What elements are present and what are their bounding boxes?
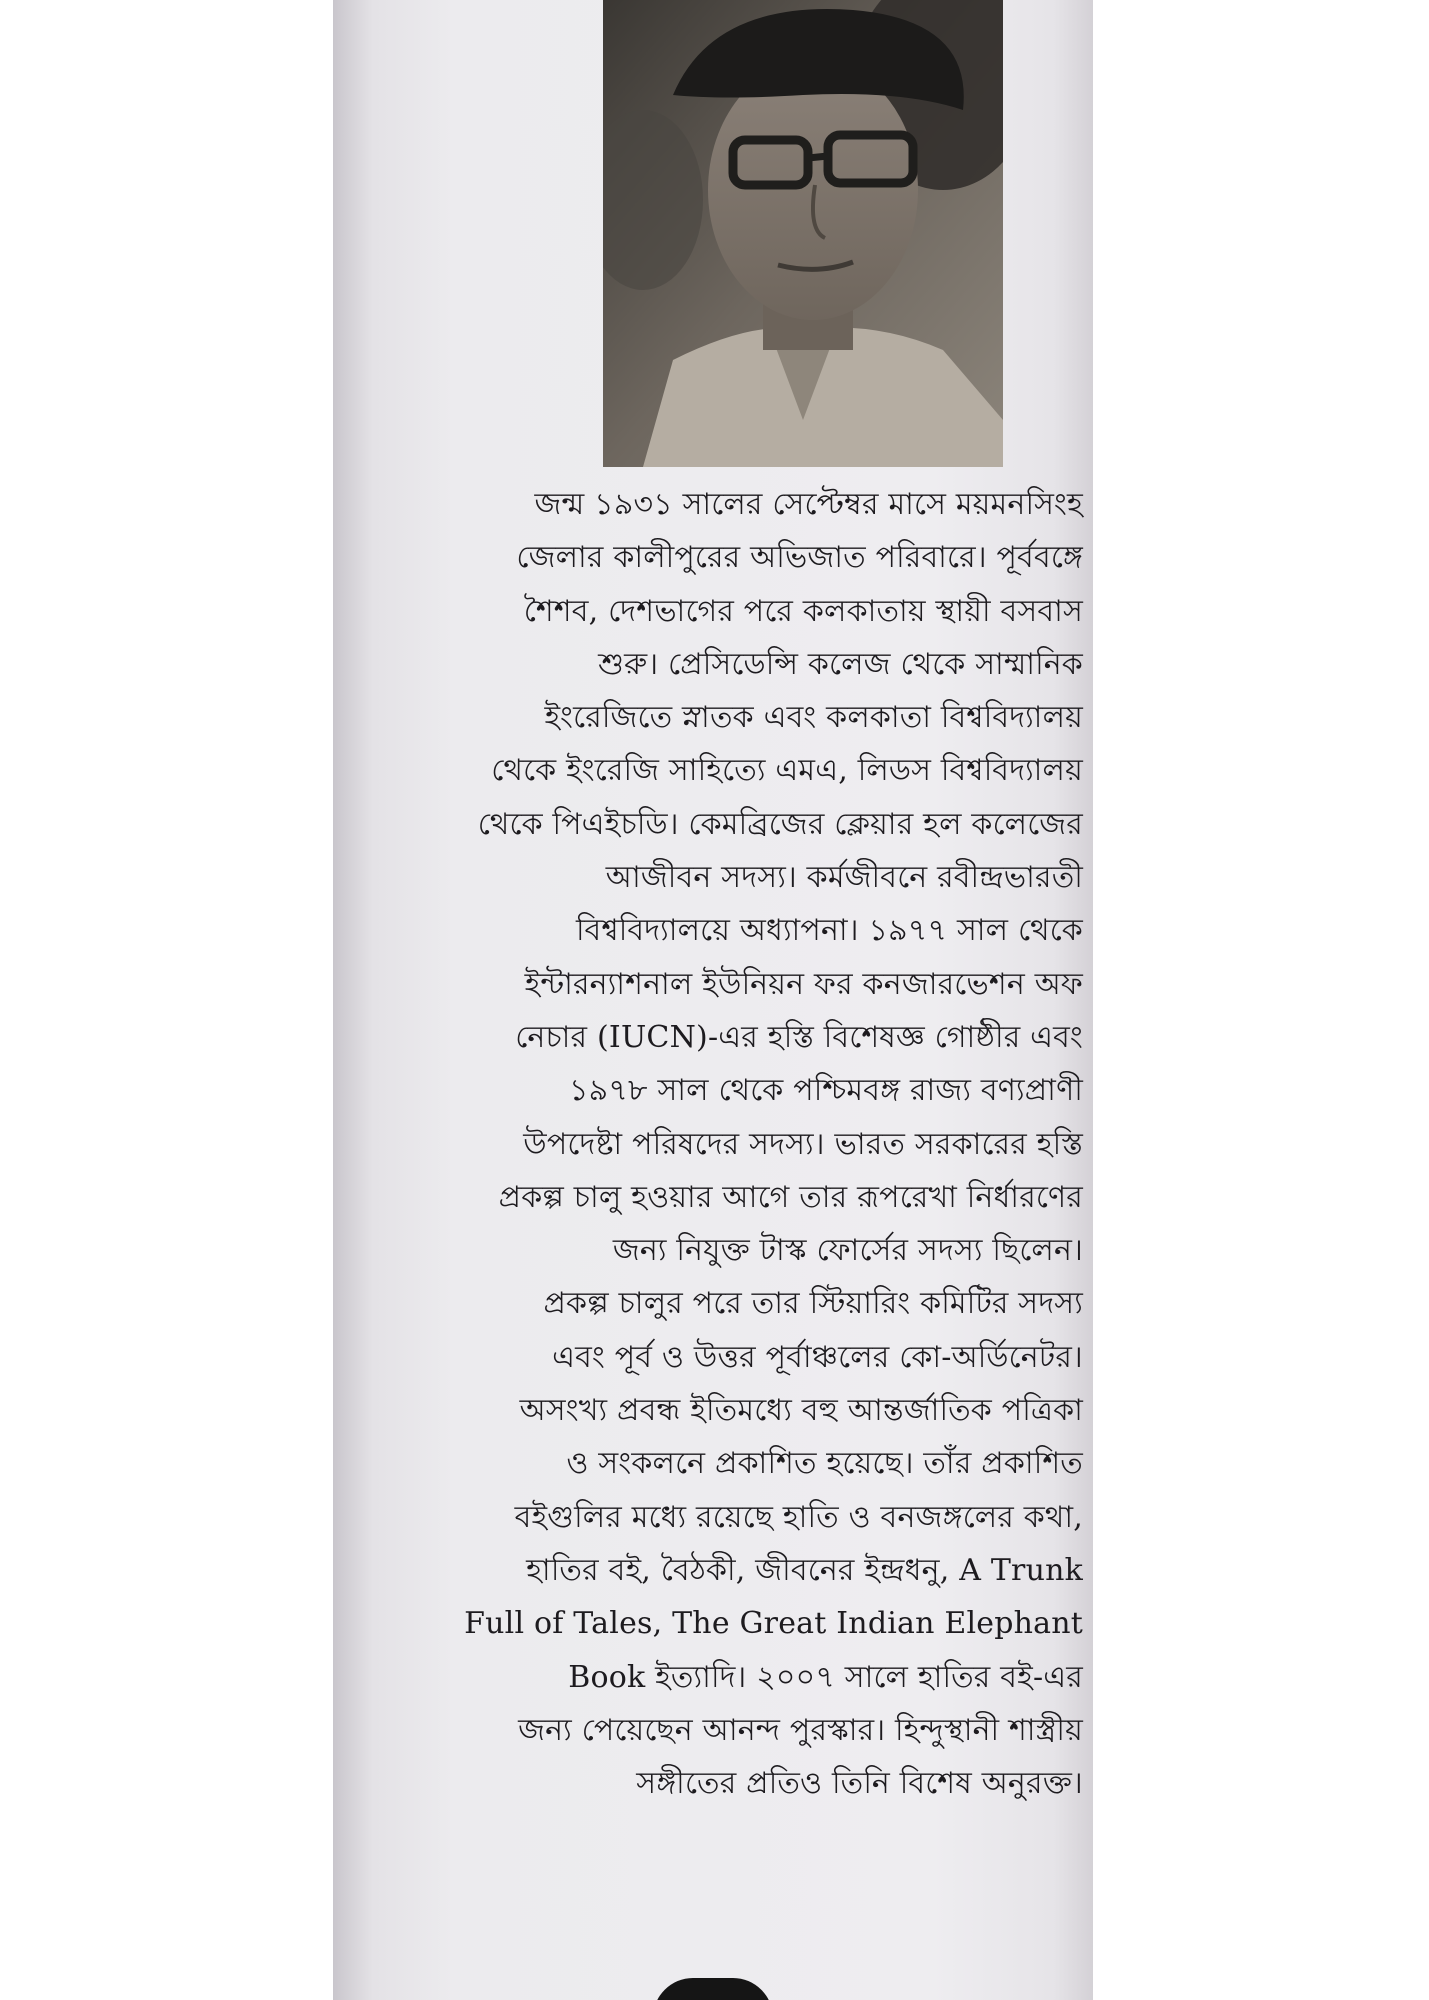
- biography-line: জেলার কালীপুরের অভিজাত পরিবারে। পূর্ববঙ্গে: [516, 540, 1083, 576]
- biography-line: প্রকল্প চালুর পরে তার স্টিয়ারিং কমিটির সদস্য: [543, 1286, 1083, 1322]
- author-portrait-icon: [603, 0, 1003, 467]
- biography-line: থেকে পিএইচডি। কেমব্রিজের ক্লেয়ার হল কলেজের: [477, 806, 1083, 842]
- biography-line: বইগুলির মধ্যে রয়েছে হাতি ও বনজঙ্গলের কথা,: [514, 1499, 1083, 1535]
- biography-line: হাতির বই, বৈঠকী, জীবনের ইন্দ্রধনু, A Trunk: [526, 1552, 1083, 1588]
- biography-line: ১৯৭৮ সাল থেকে পশ্চিমবঙ্গ রাজ্য বণ্যপ্রাণী: [569, 1073, 1083, 1109]
- biography-line: প্রকল্প চালু হওয়ার আগে তার রূপরেখা নির্ধারণের: [498, 1179, 1083, 1215]
- biography-line: উপদেষ্টা পরিষদের সদস্য। ভারত সরকারের হস্তি: [523, 1126, 1083, 1162]
- biography-line: সঙ্গীতের প্রতিও তিনি বিশেষ অনুরক্ত।: [636, 1766, 1083, 1802]
- biography-line: বিশ্ববিদ্যালয়ে অধ্যাপনা। ১৯৭৭ সাল থেকে: [575, 913, 1083, 949]
- biography-line: শুরু। প্রেসিডেন্সি কলেজ থেকে সাম্মানিক: [598, 646, 1083, 682]
- author-biography: [363, 478, 1083, 1810]
- author-photo: [603, 0, 1003, 467]
- biography-line: ইংরেজিতে স্নাতক এবং কলকাতা বিশ্ববিদ্যালয়: [544, 700, 1083, 736]
- biography-line: ইন্টারন্যাশনাল ইউনিয়ন ফর কনজারভেশন অফ: [524, 966, 1083, 1002]
- biography-line: শৈশব, দেশভাগের পরে কলকাতায় স্থায়ী বসবাস: [523, 593, 1083, 629]
- biography-line: জন্য নিযুক্ত টাস্ক ফোর্সের সদস্য ছিলেন।: [612, 1233, 1083, 1269]
- biography-line: নেচার (IUCN)-এর হস্তি বিশেষজ্ঞ গোষ্ঠীর এবং: [515, 1019, 1083, 1055]
- biography-line: এবং পূর্ব ও উত্তর পূর্বাঞ্চলের কো-অর্ডিনেটর।: [552, 1339, 1083, 1375]
- book-back-flap: [333, 0, 1093, 2000]
- biography-line: অসংখ্য প্রবন্ধ ইতিমধ্যে বহু আন্তর্জাতিক পত্রিকা: [519, 1393, 1083, 1429]
- biography-line: ও সংকলনে প্রকাশিত হয়েছে। তাঁর প্রকাশিত: [566, 1446, 1083, 1482]
- biography-line: জন্য পেয়েছেন আনন্দ পুরস্কার। হিন্দুস্থানী শাস্ত্রীয়: [518, 1712, 1083, 1748]
- biography-line: জন্ম ১৯৩১ সালের সেপ্টেম্বর মাসে ময়মনসিংহ: [534, 487, 1083, 522]
- biography-line: Full of Tales, The Great Indian Elephant: [464, 1606, 1083, 1642]
- cover-edge-decoration: [653, 1978, 773, 2000]
- biography-line: আজীবন সদস্য। কর্মজীবনে রবীন্দ্রভারতী: [605, 860, 1083, 896]
- biography-line: Book ইত্যাদি। ২০০৭ সালে হাতির বই-এর: [568, 1659, 1083, 1695]
- biography-line: থেকে ইংরেজি সাহিত্যে এমএ, লিডস বিশ্ববিদ্যালয়: [491, 753, 1083, 789]
